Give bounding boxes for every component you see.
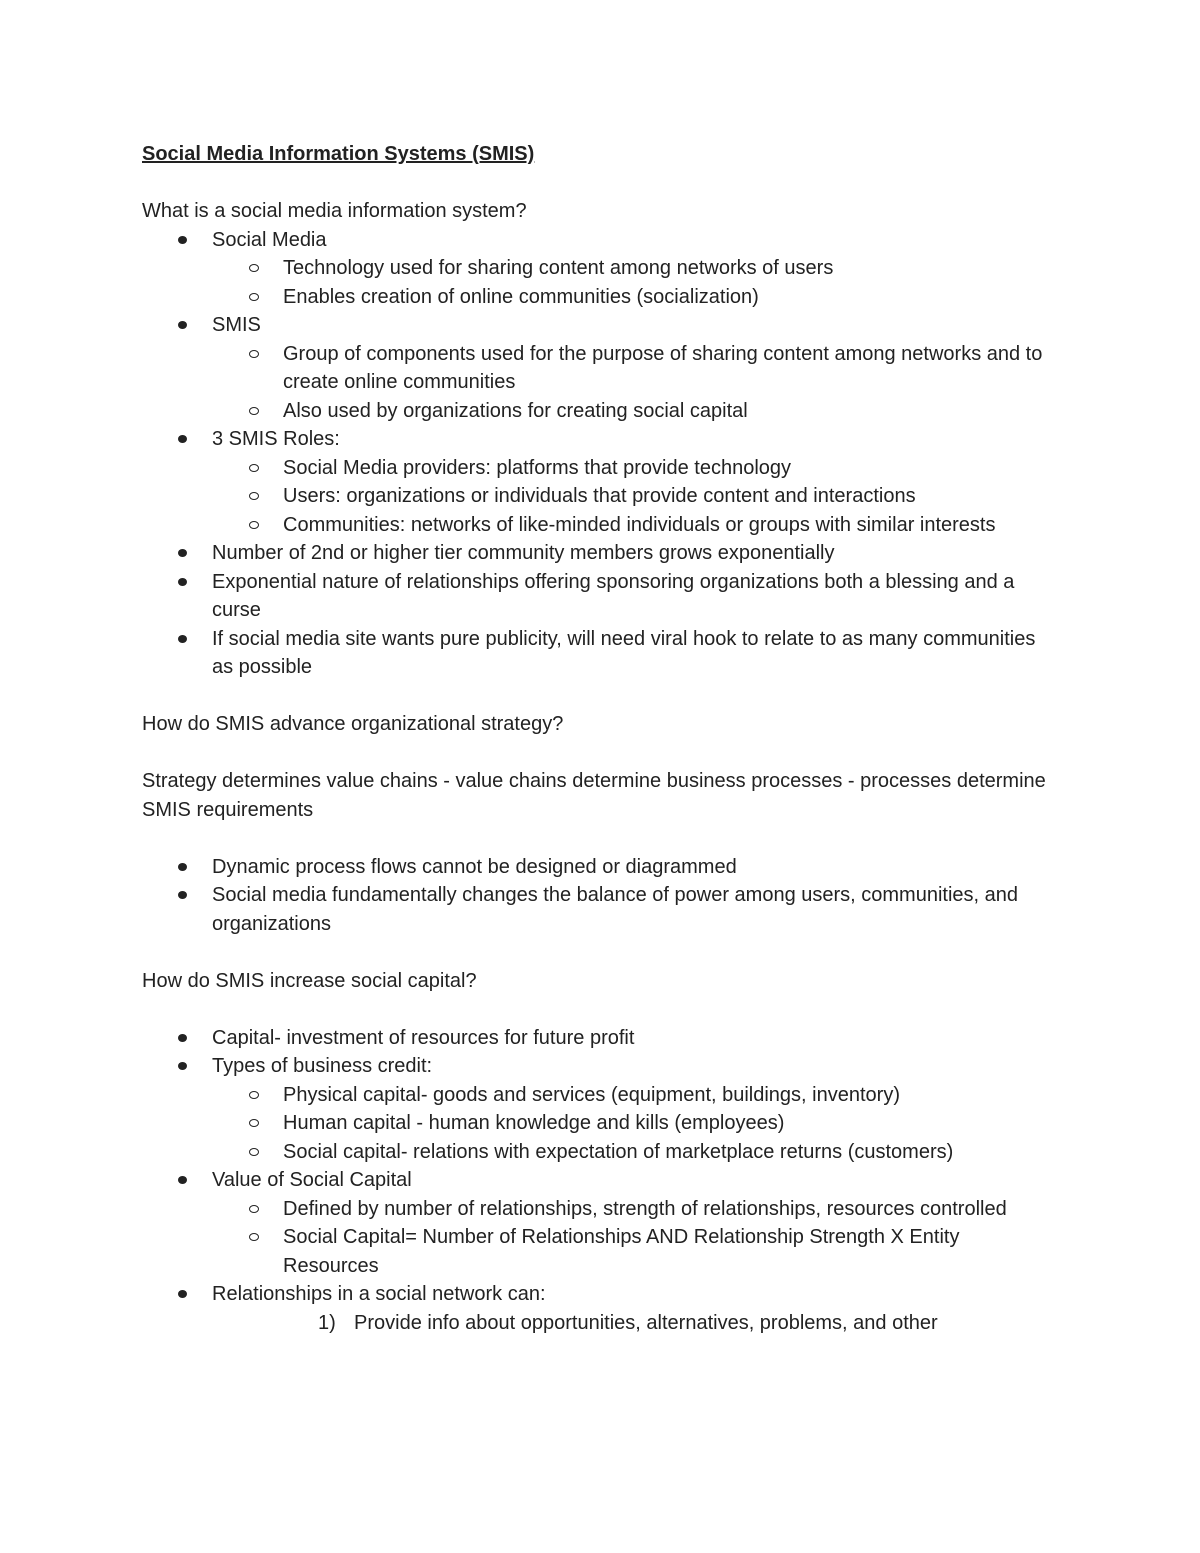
circle-bullet-icon — [249, 350, 259, 358]
bullet-list — [142, 1024, 1052, 1338]
document-body — [142, 140, 1052, 1337]
document-title: Social Media Information Systems (SMIS) — [142, 143, 535, 165]
section-question: How do SMIS increase social capital? — [142, 969, 477, 992]
circle-bullet-icon — [249, 521, 259, 529]
sub-list-item: Human capital - human knowledge and kills (employees) — [142, 1109, 1052, 1138]
circle-bullet-icon — [249, 492, 259, 500]
bullet-icon — [178, 549, 187, 557]
circle-bullet-icon — [249, 1091, 259, 1099]
bullet-icon — [178, 1290, 187, 1298]
circle-bullet-icon — [249, 293, 259, 301]
bullet-icon — [178, 635, 187, 643]
numbered-item: 1) Provide info about opportunities, alternatives, problems, and other — [142, 1309, 1052, 1338]
sub-list-item: Communities: networks of like-minded individuals or groups with similar interests — [142, 511, 1052, 540]
sub-list-item: Defined by number of relationships, strength of relationships, resources controlled — [142, 1195, 1052, 1224]
bullet-icon — [178, 891, 187, 899]
bullet-icon — [178, 435, 187, 443]
item-number: 1) — [318, 1311, 336, 1334]
sub-list-item: Technology used for sharing content among networks of users — [142, 254, 1052, 283]
bullet-icon — [178, 321, 187, 329]
sub-list-item: Also used by organizations for creating social capital — [142, 397, 1052, 426]
list-item: SMIS — [142, 311, 1052, 340]
sub-list-item: Social Capital= Number of Relationships AND Relationship Strength X Entity Resources — [142, 1223, 1052, 1280]
sub-list-item: Social capital- relations with expectation of marketplace returns (customers) — [142, 1138, 1052, 1167]
circle-bullet-icon — [249, 407, 259, 415]
sub-list-item: Physical capital- goods and services (equipment, buildings, inventory) — [142, 1081, 1052, 1110]
bullet-icon — [178, 1034, 187, 1042]
sub-list-item: Users: organizations or individuals that provide content and interactions — [142, 482, 1052, 511]
list-item: Types of business credit: — [142, 1052, 1052, 1081]
list-item: If social media site wants pure publicity, will need viral hook to relate to as many communities as possible — [142, 625, 1052, 682]
bullet-icon — [178, 863, 187, 871]
circle-bullet-icon — [249, 1233, 259, 1241]
circle-bullet-icon — [249, 464, 259, 472]
list-item: Dynamic process flows cannot be designed or diagrammed — [142, 853, 1052, 882]
section-question: What is a social media information system? — [142, 200, 527, 222]
circle-bullet-icon — [249, 1148, 259, 1156]
list-item: Value of Social Capital — [142, 1166, 1052, 1195]
circle-bullet-icon — [249, 1205, 259, 1213]
list-item: Relationships in a social network can: — [142, 1280, 1052, 1309]
list-item: Social Media — [142, 226, 1052, 255]
list-item: Exponential nature of relationships offering sponsoring organizations both a blessing and a curse — [142, 568, 1052, 625]
sub-list-item: Social Media providers: platforms that provide technology — [142, 454, 1052, 483]
circle-bullet-icon — [249, 264, 259, 272]
bullet-icon — [178, 578, 187, 586]
list-item: 3 SMIS Roles: — [142, 425, 1052, 454]
section-question: How do SMIS advance organizational strategy? — [142, 713, 564, 735]
bullet-icon — [178, 236, 187, 244]
list-item: Capital- investment of resources for future profit — [142, 1024, 1052, 1053]
list-item: Number of 2nd or higher tier community members grows exponentially — [142, 539, 1052, 568]
sub-list-item: Enables creation of online communities (socialization) — [142, 283, 1052, 312]
bullet-icon — [178, 1062, 187, 1070]
paragraph: Strategy determines value chains - value chains determine business processes - processes determine SMIS requirements — [142, 770, 1046, 821]
bullet-list — [142, 853, 1052, 939]
bullet-icon — [178, 1176, 187, 1184]
bullet-list — [142, 226, 1052, 682]
sub-list-item: Group of components used for the purpose of sharing content among networks and to create online communities — [142, 340, 1052, 397]
circle-bullet-icon — [249, 1119, 259, 1127]
list-item: Social media fundamentally changes the balance of power among users, communities, and organizations — [142, 881, 1052, 938]
